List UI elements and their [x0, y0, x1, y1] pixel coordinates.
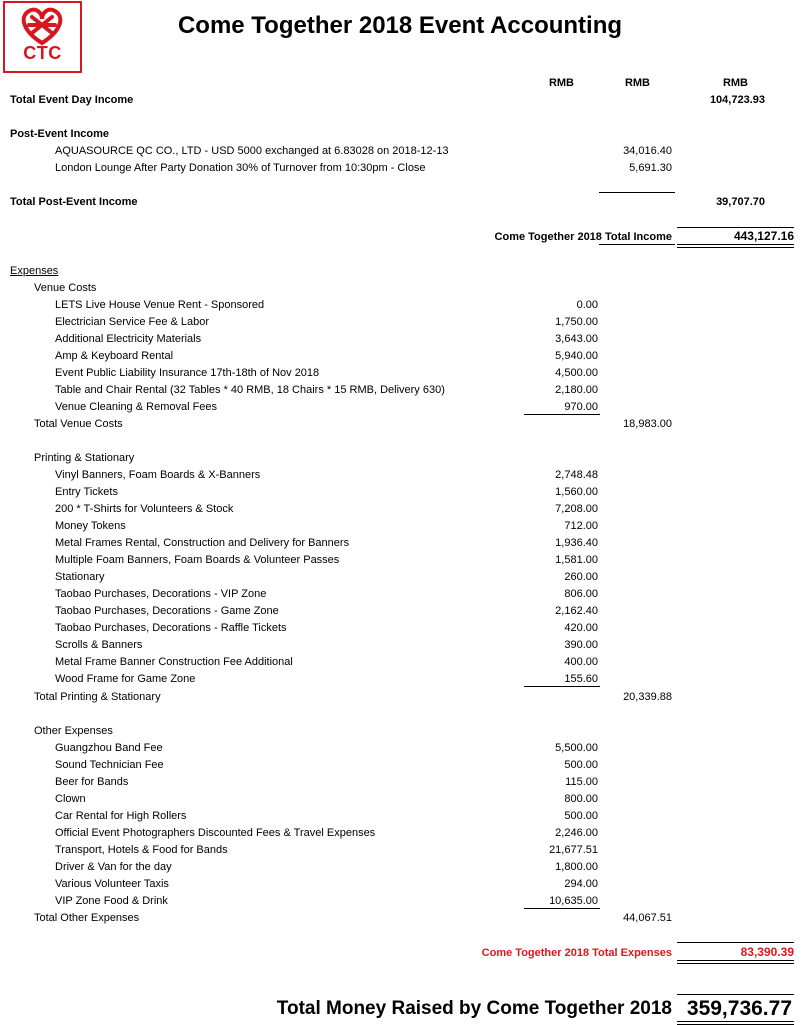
printing-item-label: Taobao Purchases, Decorations - Game Zone — [55, 605, 279, 617]
printing-item-amount: 7,208.00 — [555, 503, 598, 515]
post-event-item-amount: 5,691.30 — [629, 162, 672, 174]
other-item-label: Car Rental for High Rollers — [55, 810, 187, 822]
venue-item-amount: 2,180.00 — [555, 384, 598, 396]
printing-item-label: 200 * T-Shirts for Volunteers & Stock — [55, 503, 234, 515]
printing-item-label: Entry Tickets — [55, 486, 118, 498]
other-item-amount: 115.00 — [565, 776, 598, 788]
logo-text: CTC — [23, 43, 62, 63]
currency-header-1: RMB — [548, 77, 574, 89]
post-event-item-label: London Lounge After Party Donation 30% of Turnover from 10:30pm - Close — [55, 162, 426, 174]
other-item-amount: 5,500.00 — [555, 742, 598, 754]
income-label-rule — [599, 244, 675, 245]
venue-total-amount: 18,983.00 — [623, 418, 672, 430]
post-event-heading: Post-Event Income — [10, 128, 110, 140]
other-item-amount: 500.00 — [564, 759, 598, 771]
printing-item-label: Metal Frame Banner Construction Fee Additional — [55, 656, 293, 668]
printing-item-amount: 260.00 — [564, 571, 598, 583]
event-day-label: Total Event Day Income — [10, 94, 134, 106]
income-top-rule — [677, 227, 794, 228]
expenses-heading: Expenses — [10, 265, 59, 277]
printing-item-label: Stationary — [55, 571, 105, 583]
printing-item-amount: 1,560.00 — [555, 486, 598, 498]
total-expenses-amount: 83,390.39 — [740, 945, 794, 959]
other-item-label: Clown — [55, 793, 86, 805]
other-item-amount: 21,677.51 — [549, 844, 598, 856]
venue-item-amount: 970.00 — [564, 401, 598, 413]
venue-item-amount: 1,750.00 — [555, 316, 598, 328]
venue-item-label: Event Public Liability Insurance 17th-18th of Nov 2018 — [55, 367, 320, 379]
expenses-double-rule — [677, 960, 794, 964]
total-expenses-label: Come Together 2018 Total Expenses — [481, 947, 672, 959]
printing-subtotal-rule — [524, 686, 600, 687]
post-event-total-label: Total Post-Event Income — [10, 196, 138, 208]
venue-item-label: Electrician Service Fee & Labor — [55, 316, 210, 328]
venue-item-amount: 0.00 — [576, 299, 598, 311]
other-subtotal-rule — [524, 908, 600, 909]
printing-item-amount: 2,748.48 — [555, 469, 598, 481]
other-item-amount: 1,800.00 — [555, 861, 598, 873]
printing-item-amount: 806.00 — [564, 588, 598, 600]
venue-item-amount: 4,500.00 — [555, 367, 598, 379]
printing-heading: Printing & Stationary — [34, 452, 135, 464]
page-title: Come Together 2018 Event Accounting — [177, 12, 623, 39]
printing-item-amount: 390.00 — [564, 639, 598, 651]
other-item-label: Sound Technician Fee — [55, 759, 164, 771]
total-income-label: Come Together 2018 Total Income — [494, 231, 672, 243]
printing-item-label: Taobao Purchases, Decorations - Raffle Tickets — [55, 622, 287, 634]
printing-item-amount: 1,936.40 — [555, 537, 598, 549]
other-item-amount: 500.00 — [564, 810, 598, 822]
post-event-item-label: AQUASOURCE QC CO., LTD - USD 5000 exchanged at 6.83028 on 2018-12-13 — [55, 145, 449, 157]
final-double-rule — [677, 1021, 794, 1025]
printing-item-label: Taobao Purchases, Decorations - VIP Zone — [55, 588, 267, 600]
venue-item-label: Additional Electricity Materials — [55, 333, 202, 345]
other-total-label: Total Other Expenses — [34, 912, 140, 924]
final-total-label: Total Money Raised by Come Together 2018 — [276, 998, 672, 1019]
other-item-label: Official Event Photographers Discounted Fees & Travel Expenses — [55, 827, 376, 839]
printing-item-amount: 420.00 — [564, 622, 598, 634]
other-item-amount: 10,635.00 — [549, 895, 598, 907]
other-item-label: Various Volunteer Taxis — [55, 878, 169, 890]
subtotal-rule — [599, 192, 675, 193]
currency-header-2: RMB — [624, 77, 650, 89]
venue-item-label: Venue Cleaning & Removal Fees — [55, 401, 218, 413]
printing-item-label: Vinyl Banners, Foam Boards & X-Banners — [55, 469, 261, 481]
venue-item-label: Table and Chair Rental (32 Tables * 40 RMB, 18 Chairs * 15 RMB, Delivery 630) — [55, 384, 445, 396]
post-event-item-amount: 34,016.40 — [623, 145, 672, 157]
other-item-amount: 2,246.00 — [555, 827, 598, 839]
final-total-amount: 359,736.77 — [686, 997, 792, 1020]
printing-total-amount: 20,339.88 — [623, 691, 672, 703]
heart-knot-icon — [5, 3, 80, 47]
printing-item-amount: 712.00 — [564, 520, 598, 532]
venue-heading: Venue Costs — [34, 282, 97, 294]
venue-item-amount: 5,940.00 — [555, 350, 598, 362]
other-heading: Other Expenses — [34, 725, 113, 737]
printing-item-amount: 1,581.00 — [555, 554, 598, 566]
printing-item-label: Money Tokens — [55, 520, 126, 532]
printing-item-label: Scrolls & Banners — [55, 639, 143, 651]
total-income-amount: 443,127.16 — [733, 229, 794, 243]
venue-item-label: LETS Live House Venue Rent - Sponsored — [55, 299, 265, 311]
other-item-amount: 800.00 — [564, 793, 598, 805]
venue-item-amount: 3,643.00 — [555, 333, 598, 345]
printing-item-label: Multiple Foam Banners, Foam Boards & Volunteer Passes — [55, 554, 340, 566]
other-item-label: Guangzhou Band Fee — [55, 742, 163, 754]
other-item-label: Driver & Van for the day — [55, 861, 172, 873]
printing-item-label: Metal Frames Rental, Construction and Delivery for Banners — [55, 537, 350, 549]
expenses-top-rule — [677, 942, 794, 943]
ctc-logo — [3, 1, 82, 73]
other-item-label: Beer for Bands — [55, 776, 129, 788]
post-event-total-amount: 39,707.70 — [716, 196, 765, 208]
printing-item-amount: 400.00 — [564, 656, 598, 668]
currency-header-3: RMB — [722, 77, 748, 89]
other-item-label: Transport, Hotels & Food for Bands — [55, 844, 228, 856]
other-total-amount: 44,067.51 — [623, 912, 672, 924]
printing-item-amount: 155.60 — [564, 673, 598, 685]
venue-total-label: Total Venue Costs — [34, 418, 123, 430]
final-top-rule — [677, 994, 794, 995]
printing-item-label: Wood Frame for Game Zone — [55, 673, 196, 685]
printing-item-amount: 2,162.40 — [555, 605, 598, 617]
other-item-label: VIP Zone Food & Drink — [55, 895, 168, 907]
printing-total-label: Total Printing & Stationary — [34, 691, 161, 703]
venue-item-label: Amp & Keyboard Rental — [55, 350, 174, 362]
other-item-amount: 294.00 — [564, 878, 598, 890]
income-double-rule — [677, 244, 794, 248]
event-day-amount: 104,723.93 — [709, 94, 765, 106]
venue-subtotal-rule — [524, 414, 600, 415]
